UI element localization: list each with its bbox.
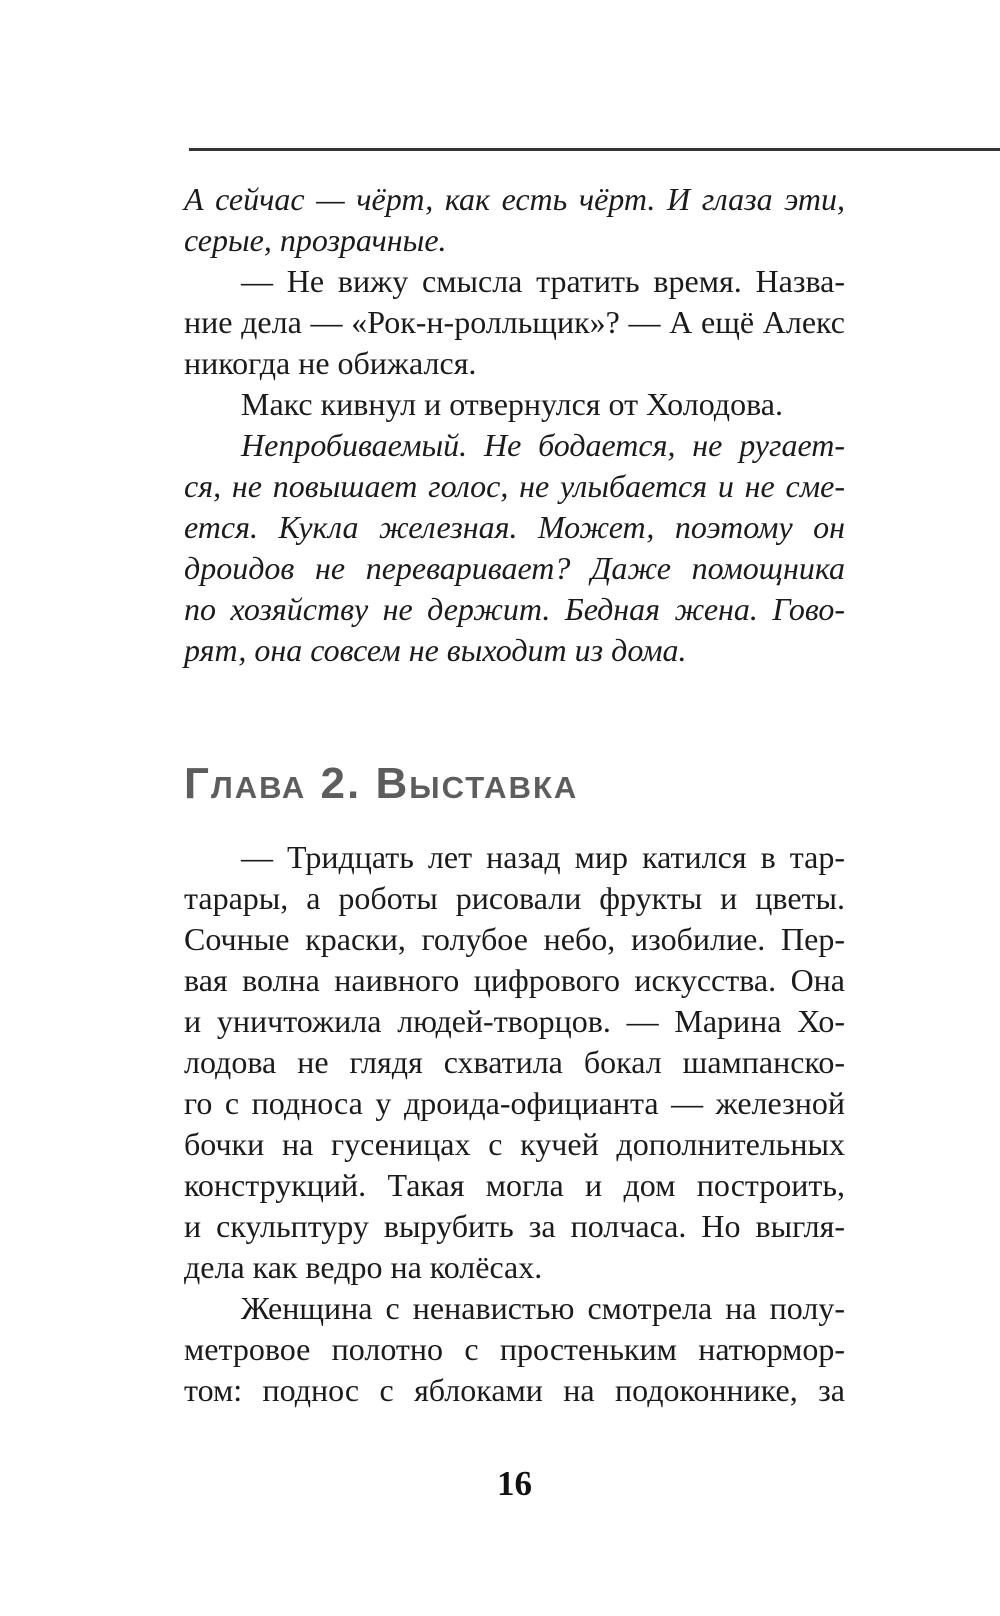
text-line: ется. Кукла железная. Может, поэтому он bbox=[184, 509, 845, 545]
paragraph bbox=[184, 384, 845, 425]
text-line: дроидов не переваривает? Даже помощника bbox=[184, 550, 845, 586]
text-line: и уничтожила людей-творцов. — Марина Хо- bbox=[184, 1003, 845, 1039]
text-line: дела как ведро на колёсах. bbox=[184, 1249, 543, 1285]
paragraph bbox=[184, 261, 845, 384]
text-line: — Не вижу смысла тратить время. Назва- bbox=[241, 263, 845, 299]
text-line: том: поднос с яблоками на подоконнике, за bbox=[184, 1372, 845, 1408]
paragraph bbox=[184, 425, 845, 671]
text-line: го с подноса у дроида-официанта — железной bbox=[184, 1085, 845, 1121]
chapter-heading: Глава 2. Выставка bbox=[184, 759, 579, 808]
text-line: Макс кивнул и отвернулся от Холодова. bbox=[241, 386, 783, 422]
page-number: 16 bbox=[497, 1464, 532, 1503]
text-line: — Тридцать лет назад мир катился в тар- bbox=[241, 839, 845, 875]
header-rule bbox=[189, 148, 1000, 151]
text-line: по хозяйству не держит. Бедная жена. Гово- bbox=[184, 591, 845, 627]
text-line: никогда не обижался. bbox=[184, 345, 477, 381]
text-line: серые, прозрачные. bbox=[184, 222, 447, 258]
paragraph bbox=[184, 179, 845, 261]
text-line: тарары, а роботы рисовали фрукты и цветы. bbox=[184, 880, 845, 916]
text-line: и скульптуру вырубить за полчаса. Но выгля- bbox=[184, 1208, 845, 1244]
text-line: Женщина с ненавистью смотрела на полу- bbox=[241, 1290, 845, 1326]
text-line: А сейчас — чёрт, как есть чёрт. И глаза эти, bbox=[184, 181, 845, 217]
paragraph bbox=[184, 837, 845, 1288]
text-line: Сочные краски, голубое небо, изобилие. Пер- bbox=[184, 921, 845, 957]
text-column-lower bbox=[184, 837, 845, 1411]
text-line: бочки на гусеницах с кучей дополнительных bbox=[184, 1126, 845, 1162]
text-line: Непробиваемый. Не бодается, не ругает- bbox=[241, 427, 845, 463]
text-column-upper bbox=[184, 179, 845, 671]
text-line: метровое полотно с простеньким натюрмор- bbox=[184, 1331, 845, 1367]
text-line: конструкций. Такая могла и дом построить, bbox=[184, 1167, 845, 1203]
text-line: ся, не повышает голос, не улыбается и не сме- bbox=[184, 468, 845, 504]
text-line: рят, она совсем не выходит из дома. bbox=[184, 632, 687, 668]
text-line: лодова не глядя схватила бокал шампанско- bbox=[184, 1044, 845, 1080]
text-line: вая волна наивного цифрового искусства. Она bbox=[184, 962, 845, 998]
paragraph bbox=[184, 1288, 845, 1411]
text-line: ние дела — «Рок-н-ролльщик»? — А ещё Алекс bbox=[184, 304, 845, 340]
